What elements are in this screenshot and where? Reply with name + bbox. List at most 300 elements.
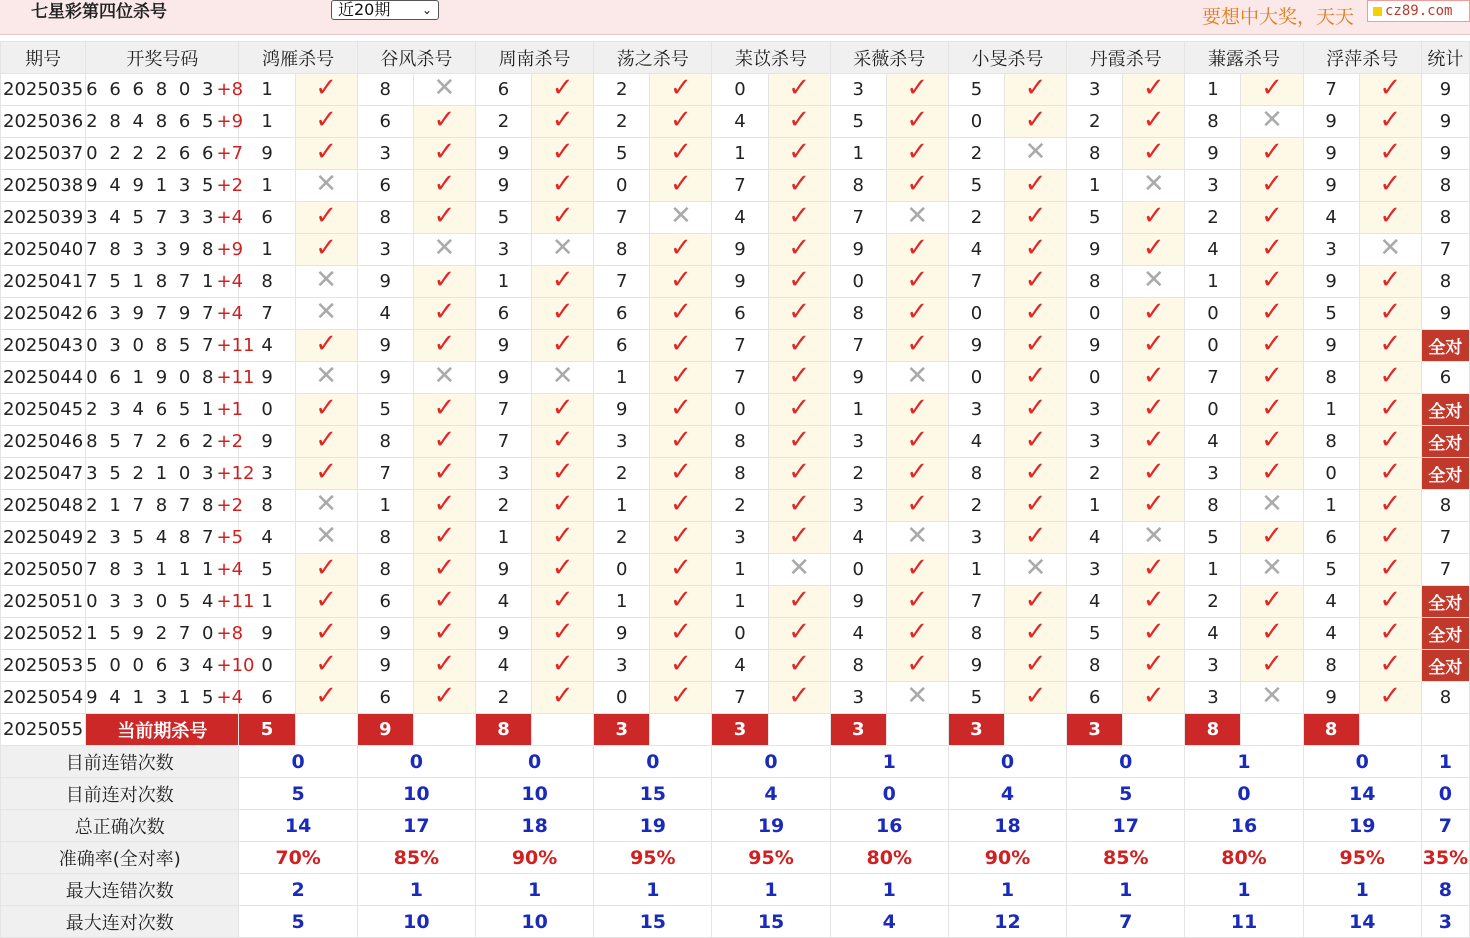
kill-number-cell: 4 (1303, 618, 1359, 650)
result-mark-cell (886, 298, 948, 330)
check-icon: ✓ (1142, 232, 1165, 263)
kill-number-cell: 0 (712, 618, 768, 650)
kill-number-cell: 5 (948, 170, 1004, 202)
draw-bonus-number: +4 (216, 559, 244, 580)
cross-icon: ✕ (1261, 680, 1283, 711)
result-mark-cell (532, 394, 594, 426)
result-mark-cell (532, 554, 594, 586)
check-icon: ✓ (1024, 360, 1047, 391)
draw-numbers-cell (86, 234, 244, 266)
result-mark-cell (886, 586, 948, 618)
check-icon: ✓ (669, 296, 692, 327)
period-cell: 2025047 (1, 458, 86, 490)
kill-number-cell: 9 (594, 394, 650, 426)
period-cell: 2025050 (1, 554, 86, 586)
result-mark-cell (1359, 586, 1421, 618)
draw-main-numbers: 1 5 9 2 7 0 (86, 623, 217, 644)
result-mark-cell (1005, 650, 1067, 682)
result-mark-cell (1005, 170, 1067, 202)
cross-icon: ✕ (315, 168, 338, 199)
kill-number-cell: 8 (357, 426, 413, 458)
kill-number-cell: 2 (475, 490, 531, 522)
check-icon: ✓ (788, 520, 810, 551)
check-icon: ✓ (433, 392, 456, 423)
draw-bonus-number: +11 (216, 591, 255, 612)
check-icon: ✓ (788, 584, 810, 615)
result-mark-cell (532, 490, 594, 522)
table-body (1, 74, 1470, 938)
check-icon: ✓ (1379, 168, 1402, 199)
result-mark-cell (650, 682, 712, 714)
cross-icon: ✕ (551, 232, 574, 263)
table-row (1, 362, 1470, 394)
check-icon: ✓ (433, 424, 456, 455)
summary-value: 1 (1303, 874, 1421, 906)
draw-bonus-number: +2 (216, 175, 244, 196)
kill-number-cell: 7 (712, 682, 768, 714)
check-icon: ✓ (788, 296, 810, 327)
table-row (1, 458, 1470, 490)
check-icon: ✓ (1024, 72, 1047, 103)
result-mark-cell (886, 138, 948, 170)
kill-number-cell: 9 (1303, 138, 1359, 170)
check-icon: ✓ (669, 520, 692, 551)
kill-number-cell: 8 (357, 554, 413, 586)
draw-main-numbers: 0 6 1 9 0 8 (86, 367, 217, 388)
summary-value: 90% (475, 842, 593, 874)
kill-number-cell: 4 (1185, 426, 1241, 458)
kill-number-cell: 1 (712, 554, 768, 586)
cross-icon: ✕ (433, 360, 456, 391)
result-mark-cell (413, 330, 475, 362)
summary-row (1, 842, 1470, 874)
result-mark-cell (650, 426, 712, 458)
summary-value: 14 (1303, 778, 1421, 810)
check-icon: ✓ (1261, 360, 1283, 391)
draw-bonus-number: +8 (216, 79, 244, 100)
result-mark-cell (1123, 394, 1185, 426)
table-row (1, 266, 1470, 298)
summary-value: 1 (594, 874, 712, 906)
check-icon: ✓ (315, 392, 338, 423)
kill-number-cell: 0 (239, 394, 295, 426)
kill-number-cell: 6 (1303, 522, 1359, 554)
summary-value: 1 (1185, 874, 1303, 906)
check-icon: ✓ (1261, 136, 1283, 167)
result-mark-cell (532, 234, 594, 266)
check-icon: ✓ (788, 648, 810, 679)
result-mark-cell (650, 202, 712, 234)
check-icon: ✓ (1024, 520, 1047, 551)
result-mark-cell (650, 618, 712, 650)
kill-number-cell: 3 (1067, 554, 1123, 586)
kill-number-cell: 3 (1067, 394, 1123, 426)
draw-numbers-cell (86, 298, 244, 330)
check-icon: ✓ (433, 488, 456, 519)
kill-number-cell: 0 (948, 106, 1004, 138)
check-icon: ✓ (433, 680, 456, 711)
kill-number-cell: 9 (357, 330, 413, 362)
summary-stat-value: 8 (1421, 874, 1469, 906)
check-icon: ✓ (1379, 520, 1402, 551)
kill-number-cell: 7 (1185, 362, 1241, 394)
kill-number-cell: 0 (1067, 298, 1123, 330)
check-icon: ✓ (315, 328, 338, 359)
kill-number-cell: 7 (594, 202, 650, 234)
check-icon: ✓ (1261, 168, 1283, 199)
summary-value: 1 (830, 874, 948, 906)
result-mark-cell (532, 650, 594, 682)
result-mark-cell (768, 458, 830, 490)
period-select[interactable] (331, 0, 439, 20)
kill-number-cell: 9 (357, 266, 413, 298)
kill-number-cell: 8 (357, 202, 413, 234)
kill-number-cell: 5 (475, 202, 531, 234)
kill-number-cell: 9 (1303, 170, 1359, 202)
check-icon: ✓ (788, 72, 810, 103)
draw-numbers-cell (86, 682, 244, 714)
kill-number-cell: 4 (475, 650, 531, 682)
draw-main-numbers: 9 4 9 1 3 5 (86, 175, 217, 196)
result-mark-cell (886, 426, 948, 458)
check-icon: ✓ (551, 648, 574, 679)
kill-number-cell: 8 (1067, 266, 1123, 298)
result-mark-cell (1359, 458, 1421, 490)
kill-number-cell: 7 (948, 586, 1004, 618)
check-icon: ✓ (906, 392, 929, 423)
cross-icon: ✕ (1024, 136, 1047, 167)
kill-number-cell: 4 (1067, 522, 1123, 554)
cross-icon: ✕ (906, 520, 929, 551)
result-mark-cell (886, 458, 948, 490)
check-icon: ✓ (551, 488, 574, 519)
draw-numbers-cell (86, 618, 244, 650)
current-kill-number: 3 (594, 714, 650, 746)
draw-bonus-number: +8 (216, 623, 244, 644)
check-icon: ✓ (788, 360, 810, 391)
kill-number-cell: 0 (239, 650, 295, 682)
result-mark-cell (1241, 202, 1303, 234)
result-mark-cell (1123, 234, 1185, 266)
kill-number-cell: 4 (948, 234, 1004, 266)
period-cell: 2025048 (1, 490, 86, 522)
draw-bonus-number: +4 (216, 303, 244, 324)
result-mark-cell (768, 394, 830, 426)
summary-value: 95% (712, 842, 830, 874)
summary-value: 0 (475, 746, 593, 778)
kill-number-cell: 5 (594, 138, 650, 170)
result-mark-cell (1123, 490, 1185, 522)
result-mark-cell (768, 490, 830, 522)
result-mark-cell (295, 170, 357, 202)
summary-value: 16 (830, 810, 948, 842)
result-mark-cell (650, 650, 712, 682)
result-mark-cell (413, 138, 475, 170)
result-mark-cell (1005, 682, 1067, 714)
check-icon: ✓ (1024, 648, 1047, 679)
summary-label: 目前连错次数 (1, 746, 239, 778)
check-icon: ✓ (1261, 264, 1283, 295)
check-icon: ✓ (1024, 584, 1047, 615)
result-mark-cell (1123, 138, 1185, 170)
result-mark-cell (650, 106, 712, 138)
check-icon: ✓ (433, 584, 456, 615)
check-icon: ✓ (1261, 232, 1283, 263)
kill-number-cell: 8 (830, 298, 886, 330)
kill-number-cell: 9 (475, 170, 531, 202)
check-icon: ✓ (788, 424, 810, 455)
kill-number-cell: 3 (594, 426, 650, 458)
check-icon: ✓ (1142, 584, 1165, 615)
kill-number-cell: 2 (475, 682, 531, 714)
check-icon: ✓ (906, 584, 929, 615)
cross-icon: ✕ (551, 360, 574, 391)
kill-number-cell: 2 (1185, 202, 1241, 234)
page-title: 七星彩第四位杀号 (31, 2, 167, 22)
col-header-draw: 开奖号码 (86, 42, 239, 74)
check-icon: ✓ (433, 296, 456, 327)
kill-number-cell: 9 (1303, 682, 1359, 714)
draw-main-numbers: 6 6 6 8 0 3 (86, 79, 217, 100)
check-icon: ✓ (315, 584, 338, 615)
kill-number-cell: 2 (948, 202, 1004, 234)
result-mark-cell (413, 362, 475, 394)
result-mark-cell (886, 650, 948, 682)
check-icon: ✓ (788, 328, 810, 359)
check-icon: ✓ (906, 616, 929, 647)
result-mark-cell (1359, 490, 1421, 522)
kill-number-cell: 3 (830, 682, 886, 714)
check-icon: ✓ (788, 264, 810, 295)
stat-cell: 全对 (1421, 330, 1469, 362)
result-mark-cell (1005, 138, 1067, 170)
summary-value: 1 (712, 874, 830, 906)
stat-cell: 全对 (1421, 650, 1469, 682)
kill-number-cell: 1 (239, 74, 295, 106)
result-mark-cell (1241, 330, 1303, 362)
period-cell: 2025039 (1, 202, 86, 234)
kill-number-cell: 0 (712, 74, 768, 106)
check-icon: ✓ (906, 104, 929, 135)
check-icon: ✓ (906, 168, 929, 199)
result-mark-cell (532, 298, 594, 330)
draw-bonus-number: +4 (216, 271, 244, 292)
check-icon: ✓ (433, 168, 456, 199)
result-mark-cell (532, 522, 594, 554)
period-cell: 2025051 (1, 586, 86, 618)
summary-label: 准确率(全对率) (1, 842, 239, 874)
table-row (1, 74, 1470, 106)
result-mark-cell (650, 330, 712, 362)
kill-number-cell: 9 (830, 362, 886, 394)
period-cell: 2025046 (1, 426, 86, 458)
result-mark-cell (650, 234, 712, 266)
result-mark-cell (532, 682, 594, 714)
check-icon: ✓ (906, 424, 929, 455)
kill-number-cell: 7 (475, 426, 531, 458)
period-cell: 2025053 (1, 650, 86, 682)
result-mark-cell (768, 650, 830, 682)
draw-main-numbers: 3 5 2 1 0 3 (86, 463, 217, 484)
top-bar (0, 0, 1470, 35)
summary-value: 95% (594, 842, 712, 874)
kill-number-cell: 4 (239, 522, 295, 554)
result-mark-cell (886, 106, 948, 138)
summary-value: 19 (712, 810, 830, 842)
result-mark-cell (1359, 202, 1421, 234)
draw-bonus-number: +4 (216, 687, 244, 708)
summary-value: 90% (948, 842, 1066, 874)
result-mark-cell (413, 554, 475, 586)
check-icon: ✓ (1379, 616, 1402, 647)
result-mark-cell (413, 490, 475, 522)
result-mark-cell (1359, 618, 1421, 650)
kill-number-cell: 9 (1303, 266, 1359, 298)
kill-number-cell: 6 (357, 586, 413, 618)
check-icon: ✓ (315, 616, 338, 647)
kill-number-cell: 1 (594, 586, 650, 618)
draw-main-numbers: 5 0 0 6 3 4 (86, 655, 217, 676)
summary-value: 0 (712, 746, 830, 778)
result-mark-cell (1005, 554, 1067, 586)
result-mark-cell (1123, 554, 1185, 586)
check-icon: ✓ (788, 232, 810, 263)
summary-value: 4 (712, 778, 830, 810)
result-mark-cell (413, 682, 475, 714)
result-mark-cell (1241, 682, 1303, 714)
result-mark-cell (1241, 458, 1303, 490)
cross-icon: ✕ (906, 200, 929, 231)
table-row (1, 426, 1470, 458)
result-mark-cell (532, 362, 594, 394)
cross-icon: ✕ (1261, 552, 1283, 583)
kill-number-cell: 2 (1185, 586, 1241, 618)
result-mark-cell (886, 170, 948, 202)
draw-main-numbers: 0 3 0 8 5 7 (86, 335, 217, 356)
cross-icon: ✕ (1142, 168, 1165, 199)
summary-stat-value: 7 (1421, 810, 1469, 842)
summary-row (1, 746, 1470, 778)
check-icon: ✓ (669, 680, 692, 711)
current-stat-cell (1421, 714, 1469, 746)
kill-number-cell: 4 (1303, 586, 1359, 618)
summary-value: 1 (1067, 874, 1185, 906)
stat-cell: 6 (1421, 362, 1469, 394)
stat-cell: 8 (1421, 490, 1469, 522)
summary-value: 17 (1067, 810, 1185, 842)
check-icon: ✓ (1261, 520, 1283, 551)
stat-cell: 9 (1421, 138, 1469, 170)
result-mark-cell (1241, 522, 1303, 554)
table-row (1, 394, 1470, 426)
result-mark-cell (1359, 362, 1421, 394)
check-icon: ✓ (788, 168, 810, 199)
result-mark-cell (1241, 74, 1303, 106)
draw-numbers-cell (86, 522, 244, 554)
current-kill-number: 3 (948, 714, 1004, 746)
check-icon: ✓ (1142, 200, 1165, 231)
draw-numbers-cell (86, 458, 255, 490)
check-icon: ✓ (433, 616, 456, 647)
summary-value: 1 (948, 874, 1066, 906)
cross-icon: ✕ (315, 520, 338, 551)
kill-number-cell: 8 (239, 266, 295, 298)
summary-value: 1 (475, 874, 593, 906)
kill-number-cell: 8 (1303, 426, 1359, 458)
check-icon: ✓ (669, 104, 692, 135)
check-icon: ✓ (1024, 392, 1047, 423)
result-mark-cell (532, 586, 594, 618)
kill-number-cell: 2 (594, 74, 650, 106)
result-mark-cell (1123, 74, 1185, 106)
summary-value: 95% (1303, 842, 1421, 874)
stat-cell: 全对 (1421, 426, 1469, 458)
draw-numbers-cell (86, 106, 244, 138)
summary-value: 0 (239, 746, 357, 778)
draw-main-numbers: 7 5 1 8 7 1 (86, 271, 217, 292)
result-mark-cell (1359, 554, 1421, 586)
draw-bonus-number: +9 (216, 239, 244, 260)
cross-icon: ✕ (315, 296, 338, 327)
kill-number-cell: 9 (712, 234, 768, 266)
summary-row (1, 810, 1470, 842)
check-icon: ✓ (1142, 296, 1165, 327)
result-mark-cell (1123, 202, 1185, 234)
table-row (1, 298, 1470, 330)
summary-label: 目前连对次数 (1, 778, 239, 810)
kill-number-cell: 3 (948, 522, 1004, 554)
site-badge[interactable] (1367, 0, 1470, 22)
result-mark-cell (1005, 330, 1067, 362)
result-mark-cell (1005, 202, 1067, 234)
result-mark-cell (1005, 426, 1067, 458)
kill-number-cell: 1 (712, 586, 768, 618)
check-icon: ✓ (1142, 488, 1165, 519)
summary-value: 0 (357, 746, 475, 778)
kill-number-cell: 2 (594, 522, 650, 554)
stat-cell: 9 (1421, 74, 1469, 106)
kill-number-cell: 8 (357, 522, 413, 554)
draw-numbers-cell (86, 170, 244, 202)
table-row (1, 554, 1470, 586)
current-kill-number: 3 (712, 714, 768, 746)
kill-number-cell: 1 (239, 586, 295, 618)
kill-number-cell: 7 (712, 170, 768, 202)
check-icon: ✓ (1024, 168, 1047, 199)
result-mark-cell (413, 74, 475, 106)
summary-value: 1 (830, 746, 948, 778)
check-icon: ✓ (1261, 424, 1283, 455)
result-mark-cell (1005, 522, 1067, 554)
check-icon: ✓ (1142, 456, 1165, 487)
check-icon: ✓ (1142, 136, 1165, 167)
check-icon: ✓ (669, 488, 692, 519)
check-icon: ✓ (1142, 72, 1165, 103)
check-icon: ✓ (788, 200, 810, 231)
result-mark-cell (650, 554, 712, 586)
kill-number-cell: 9 (239, 138, 295, 170)
check-icon: ✓ (669, 232, 692, 263)
kill-number-cell: 3 (357, 138, 413, 170)
draw-numbers-cell (86, 266, 244, 298)
result-mark-cell (1241, 266, 1303, 298)
cross-icon: ✕ (315, 360, 338, 391)
draw-bonus-number: +7 (216, 143, 244, 164)
kill-number-cell: 4 (1303, 202, 1359, 234)
stat-cell: 全对 (1421, 586, 1469, 618)
check-icon: ✓ (906, 456, 929, 487)
kill-number-cell: 1 (1303, 394, 1359, 426)
